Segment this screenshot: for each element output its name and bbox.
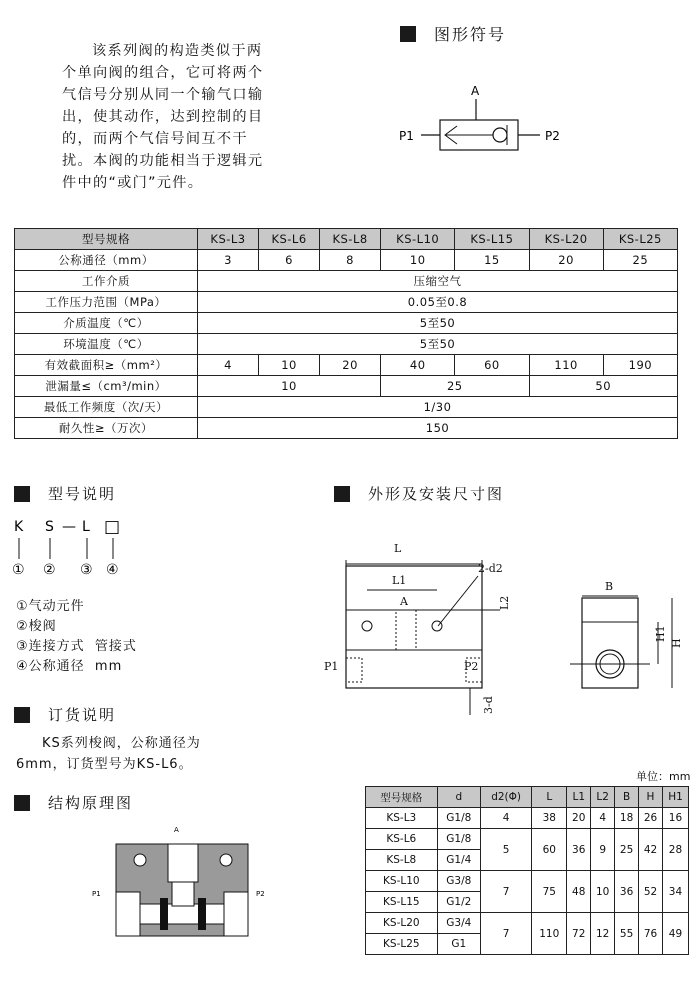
table-cell: 3: [198, 250, 259, 271]
table-cell: KS-L8: [320, 229, 381, 250]
table-cell: L1: [567, 787, 591, 808]
table-cell: 5至50: [198, 313, 678, 334]
structure-section-title: 结构原理图: [14, 792, 133, 813]
table-cell: 190: [603, 355, 677, 376]
table-cell: 公称通径（mm）: [15, 250, 198, 271]
table-cell: 10: [198, 376, 381, 397]
model-code-dash: —: [62, 519, 76, 535]
table-cell: 泄漏量≤（cm³/min）: [15, 376, 198, 397]
model-code-l: L: [82, 519, 90, 535]
table-cell: 26: [639, 808, 663, 829]
table-cell: 55: [615, 913, 639, 955]
table-cell: 18: [615, 808, 639, 829]
table-cell: KS-L20: [366, 913, 438, 934]
table-cell: KS-L8: [366, 850, 438, 871]
table-cell: 72: [567, 913, 591, 955]
table-cell: G1/2: [437, 892, 480, 913]
table-cell: 50: [529, 376, 678, 397]
table-cell: KS-L3: [198, 229, 259, 250]
dim-label-p2: P2: [464, 660, 479, 673]
structure-label-a: A: [174, 826, 179, 834]
table-cell: 150: [198, 418, 678, 439]
structure-label-p2: P2: [256, 890, 265, 898]
table-cell: 25: [603, 250, 677, 271]
section-square-icon: [334, 486, 350, 502]
table-cell: 42: [639, 829, 663, 871]
table-row: [15, 376, 678, 397]
table-cell: KS-L20: [529, 229, 603, 250]
order-section-title: 订货说明: [14, 704, 116, 725]
table-cell: 介质温度（℃）: [15, 313, 198, 334]
shuttle-valve-symbol: [395, 80, 585, 170]
model-circ-2: ②: [43, 562, 56, 577]
table-cell: 环境温度（℃）: [15, 334, 198, 355]
table-cell: KS-L15: [366, 892, 438, 913]
table-cell: 75: [532, 871, 567, 913]
intro-line: 扰。本阀的功能相当于逻辑元: [62, 153, 264, 169]
table-cell: 20: [320, 355, 381, 376]
dimension-drawing: [320, 540, 690, 755]
table-cell: 36: [567, 829, 591, 871]
table-cell: 20: [567, 808, 591, 829]
table-cell: G3/8: [437, 871, 480, 892]
table-cell: 52: [639, 871, 663, 913]
dim-label-l1: L1: [392, 574, 407, 587]
symbol-label-p1: P1: [399, 129, 414, 143]
dim-label-a: A: [400, 595, 408, 608]
section-square-icon: [14, 707, 30, 723]
structure-label-p1: P1: [92, 890, 101, 898]
table-row: [366, 808, 689, 829]
symbol-section-title: 图形符号: [400, 22, 506, 45]
table-cell: 76: [639, 913, 663, 955]
intro-line: 件中的“或门”元件。: [62, 175, 204, 191]
model-items-list: [16, 597, 137, 677]
model-code-k: K: [14, 519, 24, 535]
table-row: [15, 418, 678, 439]
order-line: 6mm，订货型号为KS-L6。: [16, 757, 193, 772]
intro-line: 该系列阀的构造类似于两: [92, 43, 263, 59]
table-cell: 36: [615, 871, 639, 913]
model-section-title: 型号说明: [14, 483, 116, 504]
dim-label-l: L: [394, 542, 402, 555]
table-cell: G1/4: [437, 850, 480, 871]
model-code-s: S: [45, 519, 54, 535]
intro-line: 出，使其动作，达到控制的目: [62, 109, 264, 125]
table-cell: 10: [259, 355, 320, 376]
section-square-icon: [14, 795, 30, 811]
dim-label-l2: L2: [498, 595, 511, 610]
table-cell: 15: [455, 250, 529, 271]
list-item: ④公称通径 mm: [16, 659, 123, 674]
dimension-section-title: 外形及安装尺寸图: [334, 483, 504, 504]
table-cell: 型号规格: [15, 229, 198, 250]
symbol-label-p2: P2: [545, 129, 560, 143]
unit-label: 单位：mm: [636, 770, 691, 783]
table-cell: 48: [567, 871, 591, 913]
table-cell: 压缩空气: [198, 271, 678, 292]
table-row: [366, 913, 689, 934]
dim-label-d: 3-d: [482, 696, 495, 714]
table-cell: 工作介质: [15, 271, 198, 292]
table-cell: 5至50: [198, 334, 678, 355]
table-cell: 4: [198, 355, 259, 376]
model-circ-4: ④: [106, 562, 119, 577]
table-cell: L: [532, 787, 567, 808]
table-cell: H1: [662, 787, 688, 808]
table-cell: KS-L3: [366, 808, 438, 829]
table-row: [15, 313, 678, 334]
table-cell: KS-L10: [381, 229, 455, 250]
list-item: ③连接方式 管接式: [16, 639, 137, 654]
dim-label-b: B: [605, 580, 614, 593]
table-cell: 7: [480, 871, 531, 913]
intro-line: 的，而两个气信号间互不干: [62, 131, 248, 147]
table-cell: G3/4: [437, 913, 480, 934]
table-cell: d: [437, 787, 480, 808]
list-item: ②梭阀: [16, 619, 57, 634]
model-circ-3: ③: [80, 562, 93, 577]
structure-diagram: [80, 822, 280, 940]
symbol-label-a: A: [471, 84, 480, 98]
table-cell: KS-L10: [366, 871, 438, 892]
table-cell: H: [639, 787, 663, 808]
model-code-diagram: [10, 515, 130, 577]
table-cell: KS-L25: [366, 934, 438, 955]
dim-label-h: H: [670, 638, 683, 648]
table-cell: 6: [259, 250, 320, 271]
table-row: [15, 397, 678, 418]
table-cell: 5: [480, 829, 531, 871]
table-cell: B: [615, 787, 639, 808]
table-cell: KS-L6: [259, 229, 320, 250]
table-cell: 4: [480, 808, 531, 829]
dim-label-d2: 2-d2: [478, 562, 503, 575]
table-cell: 有效截面积≥（mm²）: [15, 355, 198, 376]
table-cell: 1/30: [198, 397, 678, 418]
table-cell: G1: [437, 934, 480, 955]
table-cell: 38: [532, 808, 567, 829]
table-row: [15, 334, 678, 355]
order-text: [16, 733, 201, 775]
table-cell: 7: [480, 913, 531, 955]
table-cell: 最低工作频度（次/天）: [15, 397, 198, 418]
intro-paragraph: [62, 40, 302, 194]
model-code-box: □: [104, 517, 121, 537]
table-row: [366, 871, 689, 892]
table-cell: 34: [662, 871, 688, 913]
dim-label-h1: H1: [654, 625, 667, 642]
table-row: [15, 229, 678, 250]
table-cell: 16: [662, 808, 688, 829]
model-circ-1: ①: [12, 562, 25, 577]
intro-line: 个单向阀的组合，它可将两个: [62, 65, 264, 81]
table-cell: 25: [381, 376, 529, 397]
table-cell: KS-L6: [366, 829, 438, 850]
table-row: [15, 271, 678, 292]
table-cell: 型号规格: [366, 787, 438, 808]
dimension-table: [365, 786, 689, 955]
table-row: [15, 355, 678, 376]
table-cell: 110: [529, 355, 603, 376]
table-row: [15, 292, 678, 313]
table-cell: G1/8: [437, 808, 480, 829]
table-cell: d2(Φ): [480, 787, 531, 808]
table-cell: KS-L15: [455, 229, 529, 250]
table-cell: 60: [532, 829, 567, 871]
table-row: [366, 787, 689, 808]
table-cell: 20: [529, 250, 603, 271]
table-cell: 28: [662, 829, 688, 871]
dim-label-p1: P1: [324, 660, 339, 673]
table-cell: 0.05至0.8: [198, 292, 678, 313]
table-cell: KS-L25: [603, 229, 677, 250]
table-cell: 耐久性≥（万次）: [15, 418, 198, 439]
table-cell: 40: [381, 355, 455, 376]
table-row: [15, 250, 678, 271]
table-cell: 10: [591, 871, 615, 913]
table-row: [366, 829, 689, 850]
table-cell: 25: [615, 829, 639, 871]
intro-line: 气信号分别从同一个输气口输: [62, 87, 264, 103]
section-square-icon: [400, 26, 416, 42]
table-cell: 10: [381, 250, 455, 271]
table-cell: 8: [320, 250, 381, 271]
table-cell: 12: [591, 913, 615, 955]
table-cell: 9: [591, 829, 615, 871]
order-line: KS系列梭阀，公称通径为: [42, 736, 201, 751]
list-item: ①气动元件: [16, 599, 85, 614]
table-cell: 工作压力范围（MPa）: [15, 292, 198, 313]
table-cell: 60: [455, 355, 529, 376]
table-cell: L2: [591, 787, 615, 808]
spec-table: [14, 228, 678, 439]
table-cell: 110: [532, 913, 567, 955]
table-cell: 4: [591, 808, 615, 829]
table-cell: 49: [662, 913, 688, 955]
table-cell: G1/8: [437, 829, 480, 850]
section-square-icon: [14, 486, 30, 502]
